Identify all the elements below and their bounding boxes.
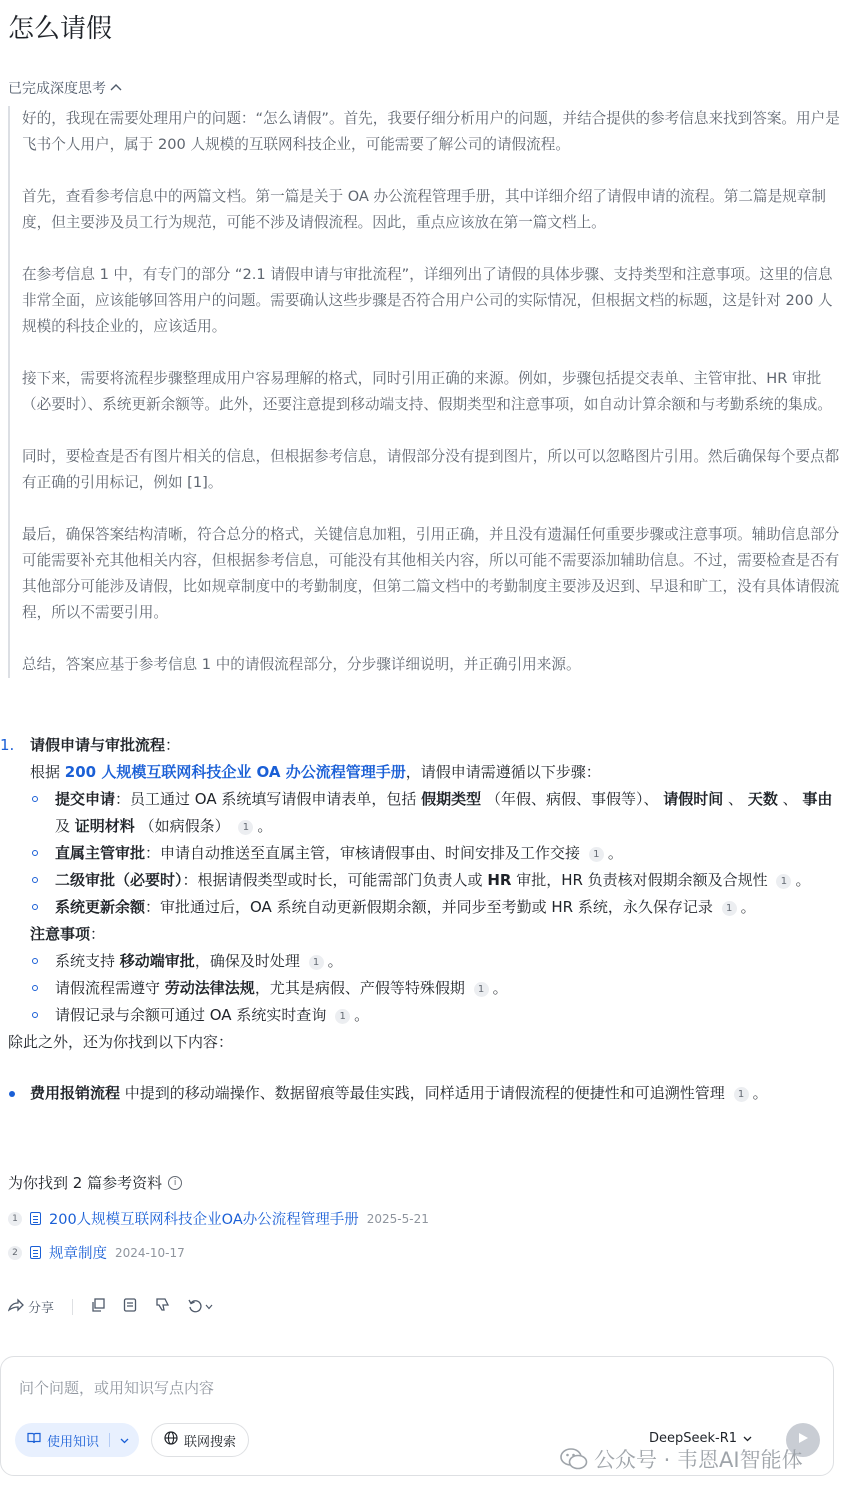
bullet-icon (32, 1012, 38, 1018)
globe-icon (164, 1431, 178, 1449)
web-search-label: 联网搜索 (184, 1434, 237, 1450)
step-bold: 证明材料 (74, 817, 135, 835)
source-link[interactable]: 200 人规模互联网科技企业 OA 办公流程管理手册 (64, 763, 406, 781)
reference-date: 2024-10-17 (115, 1245, 185, 1260)
thinking-paragraph: 最后，确保答案结构清晰，符合总分的格式，关键信息加粗，引用正确，并且没有遗漏任何重要步骤或注意事项。辅助信息部分可能需要补充其他相关内容，但根据参考信息，可能没有其他相关内容，所以可能不需要添加辅助信息。不过，需要检查是否有其他部分可能涉及请假，比如规章制度中的考勤制度，但第二篇文档中的考勤制度主要涉及迟到、早退和旷工，没有具体请假流程，所以不需要引用。 (22, 526, 840, 621)
reference-item[interactable] (8, 1242, 185, 1263)
list-item (0, 1002, 840, 1029)
step-text: 、 (782, 790, 798, 808)
period: 。 (354, 1006, 370, 1024)
bullet-icon (32, 958, 38, 964)
step-bold: 请假时间 (663, 790, 724, 808)
step-bold: HR (487, 871, 512, 889)
answer-intro (0, 759, 840, 786)
intro-suffix: ，请假申请需遵循以下步骤： (405, 763, 601, 781)
note-bold: 移动端审批 (119, 952, 195, 970)
step-text: 审批，HR 负责核对假期余额及合规性 (516, 871, 768, 889)
list-item (0, 867, 840, 894)
period: 。 (607, 844, 623, 862)
watermark (560, 1444, 803, 1474)
list-item (0, 948, 840, 975)
thinking-paragraph: 好的，我现在需要处理用户的问题：“怎么请假”。首先，我要仔细分析用户的问题，并结合提供的参考信息来找到答案。用户是飞书个人用户，属于 200 人规模的互联网科技企业，可能需要了解公司的请假流程。 (22, 110, 840, 153)
period: 。 (257, 817, 273, 835)
citation-badge[interactable]: 1 (474, 982, 489, 997)
citation-badge[interactable]: 1 (309, 955, 324, 970)
divider (72, 1299, 73, 1315)
notes-heading-row (0, 921, 840, 948)
citation-badge[interactable]: 1 (589, 847, 604, 862)
share-icon (8, 1298, 24, 1316)
thumbs-down-icon[interactable] (155, 1297, 170, 1316)
reference-date: 2025-5-21 (366, 1211, 429, 1226)
chevron-down-icon[interactable] (120, 1433, 129, 1448)
note-text: 请假记录与余额可通过 OA 系统实时查询 (55, 1006, 327, 1024)
use-knowledge-label: 使用知识 (47, 1434, 100, 1450)
extra-bold: 费用报销流程 (30, 1084, 121, 1102)
period: 。 (492, 979, 508, 997)
extra-intro: 除此之外，还为你找到以下内容： (8, 1033, 234, 1051)
references-heading-text: 为你找到 2 篇参考资料 (8, 1174, 163, 1192)
step-text: ：根据请假类型或时长，可能需部门负责人或 (182, 871, 483, 889)
document-icon (30, 1212, 41, 1225)
step-text: 及 (55, 817, 71, 835)
intro-prefix: 根据 (30, 763, 61, 781)
references-heading (8, 1172, 182, 1193)
note-icon[interactable] (123, 1298, 137, 1316)
notes-suffix: ： (90, 925, 106, 943)
reference-number: 1 (8, 1212, 22, 1226)
extra-text: 中提到的移动端操作、数据留痕等最佳实践，同样适用于请假流程的便捷性和可追溯性管理 (124, 1084, 725, 1102)
answer-content (0, 732, 840, 1107)
reference-title[interactable]: 200人规模互联网科技企业OA办公流程管理手册 (49, 1212, 359, 1228)
step-bold: 事由 (802, 790, 833, 808)
step-text: （如病假条） (139, 817, 230, 835)
list-item (0, 894, 840, 921)
list-item (0, 786, 840, 840)
citation-badge[interactable]: 1 (776, 874, 791, 889)
period: 。 (752, 1084, 768, 1102)
chevron-down-icon (205, 1304, 213, 1310)
period: 。 (740, 898, 756, 916)
copy-icon[interactable] (91, 1298, 105, 1316)
document-icon (30, 1246, 41, 1259)
bullet-icon (9, 1091, 15, 1097)
citation-badge[interactable]: 1 (335, 1009, 350, 1024)
citation-badge[interactable]: 1 (722, 901, 737, 916)
thinking-content (8, 106, 842, 678)
list-number: 1. (0, 736, 15, 754)
note-text: ，尤其是病假、产假等特殊假期 (254, 979, 465, 997)
bullet-icon (32, 985, 38, 991)
note-text: 系统支持 (55, 952, 116, 970)
wechat-logo-icon (560, 1448, 588, 1470)
thinking-paragraph: 在参考信息 1 中，有专门的部分 “2.1 请假申请与审批流程”，详细列出了请假的具体步骤、支持类型和注意事项。这里的信息非常全面，应该能够回答用户的问题。需要确认这些步骤是否符合用户公司的实际情况，但根据文档的标题，这是针对 200 人规模的科技企业的，应该适用。 (22, 266, 833, 335)
thinking-toggle-label: 已完成深度思考 (8, 81, 106, 97)
reference-number: 2 (8, 1246, 22, 1260)
divider (109, 1433, 110, 1447)
thinking-paragraph: 接下来，需要将流程步骤整理成用户容易理解的格式，同时引用正确的来源。例如，步骤包括提交表单、主管审批、HR 审批（必要时）、系统更新余额等。此外，还要注意提到移动端支持、假期类型和注意事项，如自动计算余额和与考勤系统的集成。 (22, 370, 832, 413)
thinking-paragraph: 总结，答案应基于参考信息 1 中的请假流程部分，分步骤详细说明，并正确引用来源。 (22, 656, 581, 673)
thinking-paragraph: 同时，要检查是否有图片相关的信息，但根据参考信息，请假部分没有提到图片，所以可以忽略图片引用。然后确保每个要点都有正确的引用标记，例如 [1]。 (22, 448, 840, 491)
step-title: 系统更新余额 (55, 898, 146, 916)
step-bold: 天数 (747, 790, 778, 808)
model-label: DeepSeek-R1 (649, 1431, 738, 1446)
reference-title[interactable]: 规章制度 (49, 1246, 107, 1262)
citation-badge[interactable]: 1 (238, 820, 253, 835)
reference-item[interactable] (8, 1208, 429, 1229)
note-text: 请假流程需遵守 (55, 979, 161, 997)
step-title: 二级审批（必要时） (55, 871, 183, 889)
chevron-up-icon (110, 80, 122, 94)
bullet-icon (32, 850, 38, 856)
step-text: ：审批通过后，OA 系统自动更新假期余额，并同步至考勤或 HR 系统，永久保存记录 (145, 898, 713, 916)
citation-badge[interactable]: 1 (734, 1087, 749, 1102)
step-text: （年假、病假、事假等）、 (485, 790, 659, 808)
use-knowledge-button[interactable] (15, 1423, 139, 1457)
watermark-text: 公众号 · 韦恩AI智能体 (594, 1448, 803, 1472)
period: 。 (795, 871, 811, 889)
answer-heading-row (0, 732, 840, 759)
heading-suffix: ： (165, 736, 181, 754)
step-text: ：申请自动推送至直属主管，审核请假事由、时间安排及工作交接 (145, 844, 581, 862)
notes-heading: 注意事项 (30, 925, 91, 943)
share-button[interactable] (8, 1297, 54, 1316)
thinking-paragraph: 首先，查看参考信息中的两篇文档。第一篇是关于 OA 办公流程管理手册，其中详细介绍了请假申请的流程。第二篇是规章制度，但主要涉及员工行为规范，可能不涉及请假流程。因此，重点应该放在第一篇文档上。 (22, 188, 826, 231)
share-label: 分享 (28, 1301, 55, 1316)
answer-heading: 请假申请与审批流程 (30, 736, 166, 754)
bullet-icon (32, 877, 38, 883)
message-input[interactable]: 问个问题，或用知识写点内容 (19, 1379, 215, 1397)
note-text: ，确保及时处理 (194, 952, 300, 970)
page-title: 怎么请假 (8, 14, 113, 44)
book-icon (27, 1432, 41, 1448)
regenerate-icon[interactable] (188, 1299, 213, 1314)
bullet-icon (32, 904, 38, 910)
bullet-icon (32, 796, 38, 802)
web-search-button[interactable] (151, 1423, 249, 1457)
step-bold: 假期类型 (421, 790, 482, 808)
period: 。 (327, 952, 343, 970)
send-icon (797, 1432, 809, 1444)
step-text: 、 (728, 790, 744, 808)
list-item (0, 975, 840, 1002)
note-bold: 劳动法律法规 (164, 979, 255, 997)
step-title: 提交申请 (55, 790, 116, 808)
step-text: ：员工通过 OA 系统填写请假申请表单，包括 (115, 790, 417, 808)
action-bar (8, 1297, 213, 1316)
step-title: 直属主管审批 (55, 844, 146, 862)
thinking-toggle[interactable] (8, 78, 122, 98)
extra-item (0, 1080, 840, 1107)
list-item (0, 840, 840, 867)
info-icon[interactable]: i (168, 1176, 182, 1190)
